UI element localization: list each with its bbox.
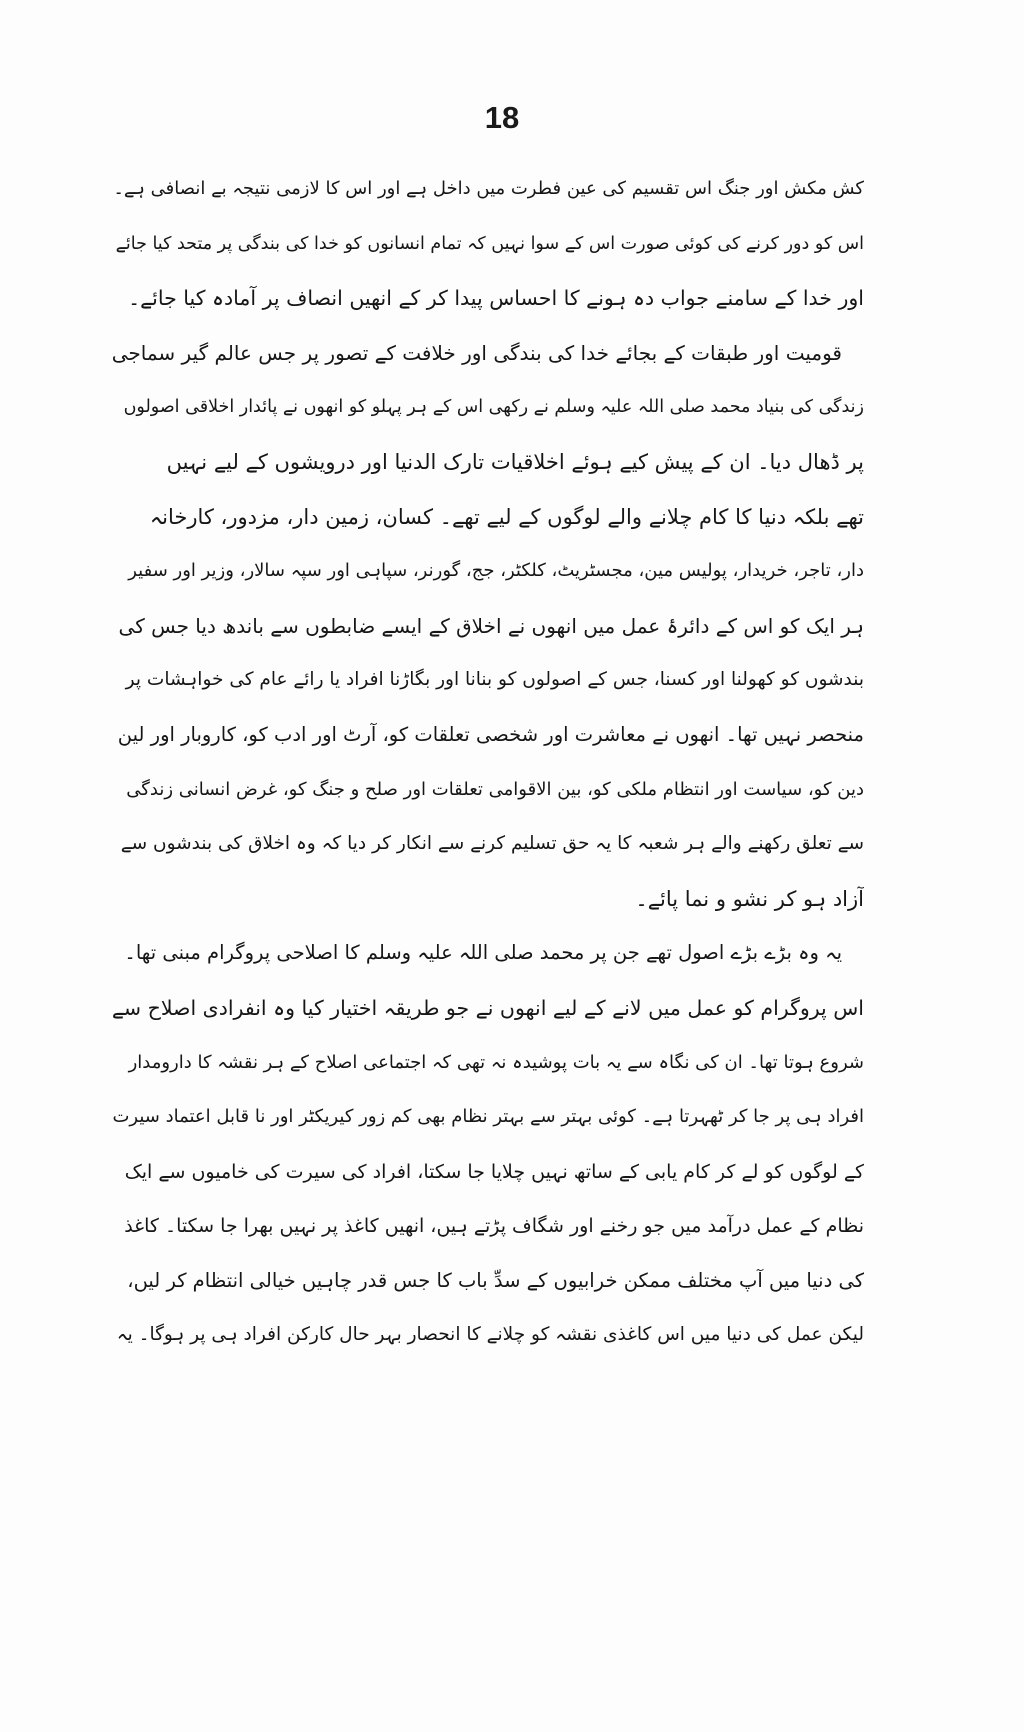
- text-line: تھے بلکہ دنیا کا کام چلانے والے لوگوں کے لیے تھے۔ کسان، زمین دار، مزدور، کارخانہ: [149, 504, 864, 529]
- text-line: لیکن عمل کی دنیا میں اس کاغذی نقشہ کو چلانے کا انحصار بہر حال کارکن افراد ہی پر ہوگا۔ یہ: [116, 1324, 864, 1346]
- text-line: سے تعلق رکھنے والے ہر شعبہ کا یہ حق تسلیم کرنے سے انکار کر دیا کہ وہ اخلاق کی بندشوں سے: [120, 833, 864, 855]
- text-line: اور خدا کے سامنے جواب دہ ہونے کا احساس پیدا کر کے انھیں انصاف پر آمادہ کیا جائے۔: [128, 286, 864, 311]
- text-line: کی دنیا میں آپ مختلف ممکن خرابیوں کے سدِّ باب کا جس قدر چاہیں خیالی انتظام کر لیں،: [127, 1268, 864, 1292]
- text-line: آزاد ہو کر نشو و نما پائے۔: [635, 886, 864, 911]
- text-line: دین کو، سیاست اور انتظام ملکی کو، بین الاقوامی تعلقات اور صلح و جنگ کو، غرض انسانی زندگی: [126, 778, 864, 800]
- text-line: افراد ہی پر جا کر ٹھہرتا ہے۔ کوئی بہتر سے بہتر نظام بھی کم زور کیریکٹر اور نا قابل اعتماد سیرت: [112, 1106, 864, 1128]
- text-line: پر ڈھال دیا۔ ان کے پیش کیے ہوئے اخلاقیات تارک الدنیا اور درویشوں کے لیے نہیں: [166, 449, 864, 474]
- page-number: 18: [484, 100, 520, 135]
- text-line: نظام کے عمل درآمد میں جو رخنے اور شگاف پڑتے ہیں، انھیں کاغذ پر نہیں بھرا جا سکتا۔ کاغذ: [124, 1215, 864, 1238]
- text-line: بندشوں کو کھولنا اور کسنا، جس کے اصولوں کو بنانا اور بگاڑنا افراد یا رائے عام کی خواہشات پر: [125, 669, 864, 691]
- text-line: کے لوگوں کو لے کر کام یابی کے ساتھ نہیں چلایا جا سکتا، افراد کی سیرت کی خامیوں سے ایک: [124, 1160, 864, 1183]
- body-text: [112, 162, 864, 1363]
- text-line: شروع ہوتا تھا۔ ان کی نگاہ سے یہ بات پوشیدہ نہ تھی کہ اجتماعی اصلاح کے ہر نقشہ کا دارومدار: [128, 1051, 864, 1073]
- text-line: کش مکش اور جنگ اس تقسیم کی عین فطرت میں داخل ہے اور اس کا لازمی نتیجہ بے انصافی ہے۔: [113, 178, 864, 199]
- text-line: اس کو دور کرنے کی کوئی صورت اس کے سوا نہیں کہ تمام انسانوں کو خدا کی بندگی پر متحد کیا جائے: [115, 233, 864, 254]
- text-line: منحصر نہیں تھا۔ انھوں نے معاشرت اور شخصی تعلقات کو، آرٹ اور ادب کو، کاروبار اور لین: [117, 722, 864, 746]
- text-line: ہر ایک کو اس کے دائرۂ عمل میں انھوں نے اخلاق کے ایسے ضابطوں سے باندھ دیا جس کی: [118, 613, 864, 638]
- text-line: دار، تاجر، خریدار، پولیس مین، مجسٹریٹ، کلکٹر، جج، گورنر، سپاہی اور سپہ سالار، وزیر اور سفیر: [128, 560, 864, 582]
- text-line: زندگی کی بنیاد محمد صلی اللہ علیہ وسلم نے رکھی اس کے ہر پہلو کو انھوں نے پائدار اخلاقی اصولوں: [123, 397, 864, 418]
- text-line: اس پروگرام کو عمل میں لانے کے لیے انھوں نے جو طریقہ اختیار کیا وہ انفرادی اصلاح سے: [112, 995, 864, 1020]
- text-line: قومیت اور طبقات کے بجائے خدا کی بندگی اور خلافت کے تصور پر جس عالم گیر سماجی: [112, 340, 842, 365]
- text-line: یہ وہ بڑے بڑے اصول تھے جن پر محمد صلی اللہ علیہ وسلم کا اصلاحی پروگرام مبنی تھا۔: [124, 941, 842, 965]
